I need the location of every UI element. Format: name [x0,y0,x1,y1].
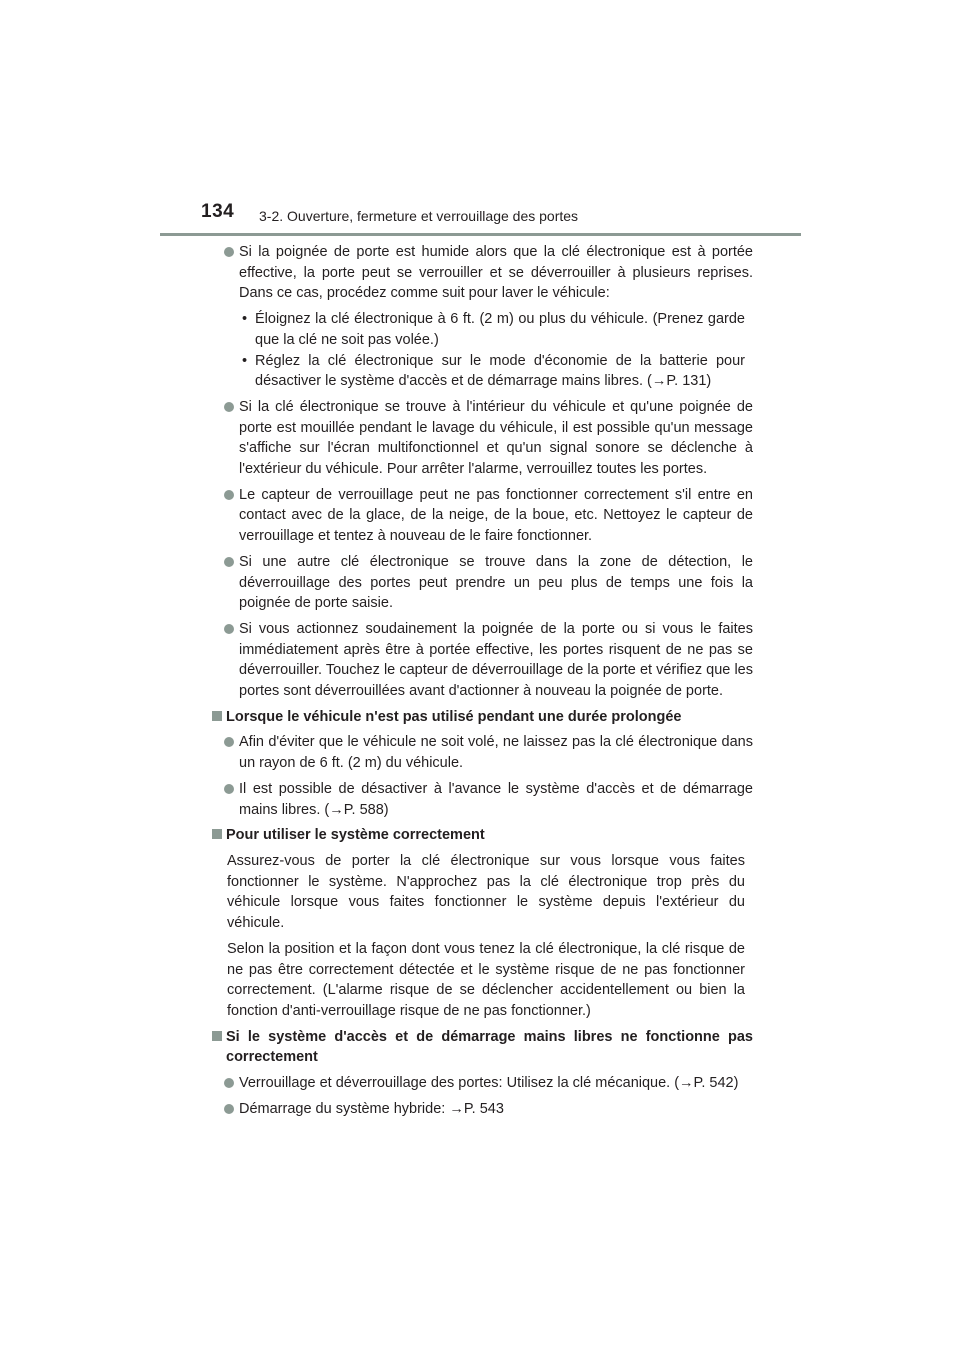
list-item [210,242,753,304]
list-item [210,552,753,614]
list-item-text: Il est possible de désactiver à l'avance le système d'accès et de démarrage mains libres. (→P. 588) [239,780,753,818]
list-item [210,732,753,773]
section-heading-text: Lorsque le véhicule n'est pas utilisé pendant une durée prolongée [226,708,682,725]
bullet-icon [224,784,234,794]
bullet-icon [224,490,234,500]
sub-list-item [210,309,753,350]
bullet-icon [224,737,234,747]
list-item [210,1099,753,1120]
bullet-icon [224,402,234,412]
sub-bullet-icon: • [242,311,248,328]
section-heading [210,707,753,728]
section-title: 3-2. Ouverture, fermeture et verrouillage des portes [259,208,579,224]
list-item-text: Afin d'éviter que le véhicule ne soit volé, ne laissez pas la clé électronique dans un rayon de 6 ft. (2 m) du véhicule. [239,734,753,772]
page-content [210,242,753,1124]
list-item-text: Démarrage du système hybride: →P. 543 [239,1100,504,1117]
list-item-text: Si vous actionnez soudainement la poignée de la porte ou si vous le faites immédiatement après être à portée effective, les portes risquent de ne pas se déverrouiller. Touchez le capteur de déverrouillage de la porte et vérifiez que les portes sont déverrouillées avant d'actionner à nouveau la poignée de porte. [239,620,753,700]
list-item [210,779,753,820]
list-item [210,1073,753,1094]
section-heading-text: Si le système d'accès et de démarrage mains libres ne fonctionne pas correctement [226,1028,753,1066]
list-item [210,397,753,480]
list-item-text: Si la clé électronique se trouve à l'intérieur du véhicule et qu'une poignée de porte est mouillée pendant le lavage du véhicule, il est possible qu'un message s'affiche sur l'écran multifonctionnel et qu'un signal sonore se déclenche à l'extérieur du véhicule. Pour arrêter l'alarme, verrouillez toutes les portes. [239,398,753,478]
section-heading [210,1027,753,1068]
square-icon [212,829,222,839]
square-icon [212,711,222,721]
list-item-text: Si une autre clé électronique se trouve dans la zone de détection, le déverrouillage des portes peut prendre un peu plus de temps une fois la poignée de porte saisie. [239,553,753,612]
section-heading [210,825,753,846]
sub-bullet-icon: • [242,352,248,369]
page-number: 134 [201,201,235,222]
bullet-icon [224,247,234,257]
bullet-icon [224,624,234,634]
sub-list-item [210,351,753,392]
list-item-text: Verrouillage et déverrouillage des portes: Utilisez la clé mécanique. (→P. 542) [239,1075,739,1092]
bullet-icon [224,557,234,567]
list-item [210,485,753,547]
sub-list-item-text: Éloignez la clé électronique à 6 ft. (2 m) ou plus du véhicule. (Prenez garde que la clé ne soit pas volée.) [255,311,745,348]
bullet-icon [224,1078,234,1088]
sub-list-item-text: Réglez la clé électronique sur le mode d'économie de la batterie pour désactiver le système d'accès et de démarrage mains libres. (→P. 131) [255,352,745,390]
list-item-text: Le capteur de verrouillage peut ne pas fonctionner correctement s'il entre en contact avec de la glace, de la neige, de la boue, etc. Nettoyez le capteur de verrouillage et tentez à nouveau de le faire fonctionner. [239,486,753,545]
list-item-text: Si la poignée de porte est humide alors que la clé électronique est à portée effective, la porte peut se verrouiller et se déverrouiller à plusieurs reprises. Dans ce cas, procédez comme suit pour laver le véhicule: [239,244,753,302]
bullet-icon [224,1104,234,1114]
list-item [210,619,753,702]
paragraph: Assurez-vous de porter la clé électronique sur vous lorsque vous faites fonctionner le système. N'approchez pas la clé électronique trop près du véhicule lorsque vous faites fonctionner le système depuis l'extérieur du véhicule. [227,852,745,932]
header-rule [160,233,801,236]
square-icon [212,1031,222,1041]
paragraph: Selon la position et la façon dont vous tenez la clé électronique, la clé risque de ne pas être correctement détectée et le système risque de ne pas fonctionner correctement. (L'alarme risque de se déclencher accidentellement ou bien la fonction d'anti-verrouillage risque de ne pas fonctionner.) [227,940,745,1019]
section-heading-text: Pour utiliser le système correctement [226,827,485,844]
sub-list [210,309,753,392]
